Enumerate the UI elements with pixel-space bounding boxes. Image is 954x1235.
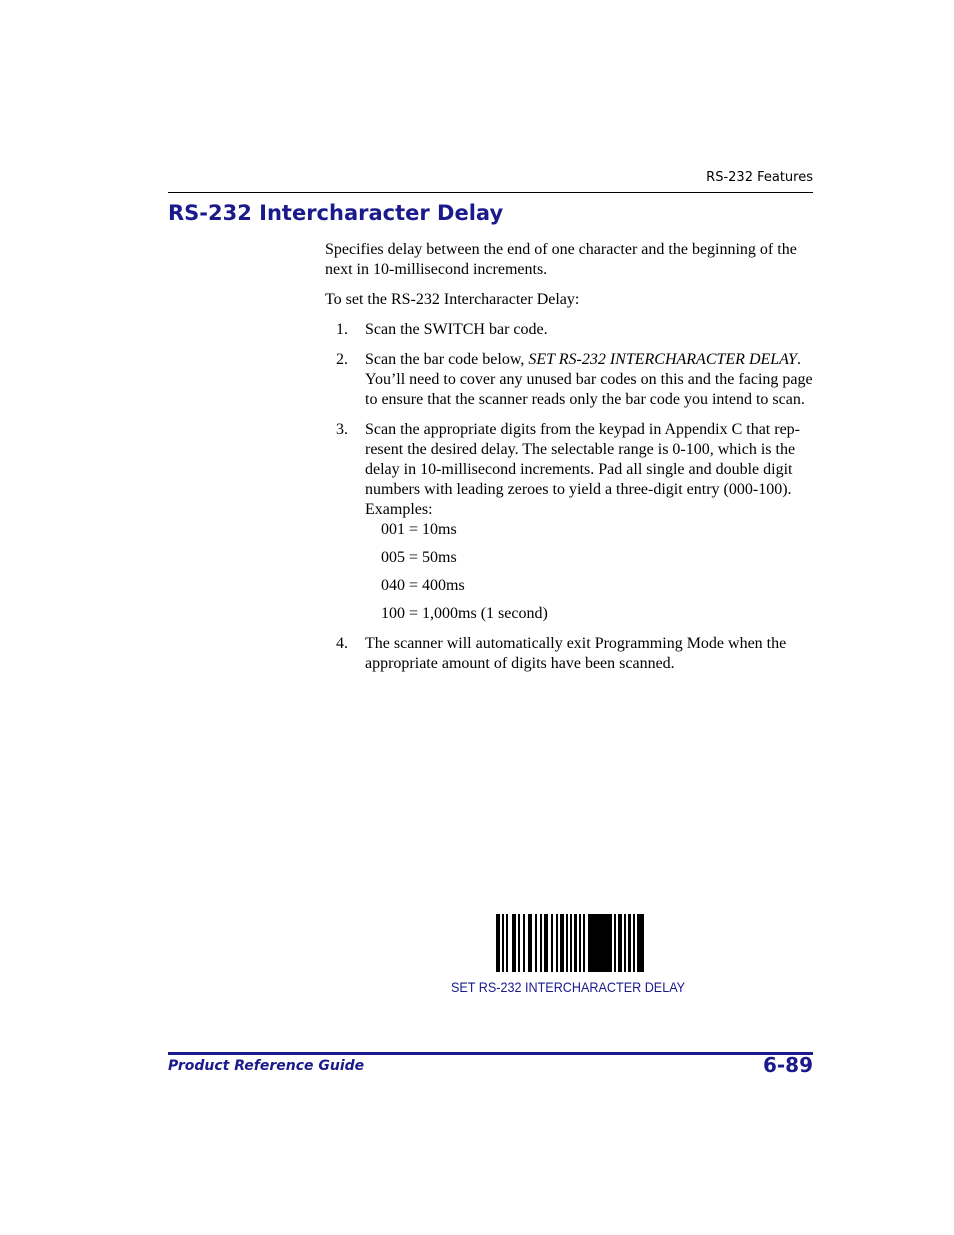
- barcode-bar: [588, 914, 612, 972]
- step-number: 3.: [336, 421, 348, 438]
- barcode-bar: [618, 914, 622, 972]
- barcode-bar: [560, 914, 564, 972]
- barcode-bar: [637, 914, 644, 972]
- section-title: RS-232 Intercharacter Delay: [168, 201, 504, 225]
- barcode-bar: [633, 914, 635, 972]
- intro-paragraph: Specifies delay between the end of one character and the beginning of the next in 10-millisecond increments.: [325, 241, 797, 278]
- header-rule: [168, 192, 813, 193]
- list-item: [325, 634, 815, 674]
- barcode-bar: [535, 914, 537, 972]
- step-text: Scan the appropriate digits from the keypad in Appendix C that rep-resent the desired delay. The selectable range is 0-100, which is the delay in 10-millisecond increments. Pad all single and double digit numbers with leading zeroes to yield a three-digit entry (000-100). Examples:: [365, 421, 800, 518]
- example-item: 100 = 1,000ms (1 second): [381, 605, 548, 622]
- barcode-bar: [512, 914, 516, 972]
- barcode-bar: [506, 914, 508, 972]
- barcode-bar: [540, 914, 542, 972]
- barcode-bar: [528, 914, 532, 972]
- barcode-bar: [544, 914, 548, 972]
- step-text: Scan the SWITCH bar code.: [365, 321, 548, 338]
- barcode-bar: [556, 914, 558, 972]
- barcode-label: SET RS-232 INTERCHARACTER DELAY: [451, 979, 686, 995]
- step-text-before: Scan the bar code below,: [365, 351, 529, 368]
- page-number: 6-89: [762, 1053, 813, 1077]
- steps-list: [325, 320, 815, 674]
- barcode-bar: [518, 914, 520, 972]
- list-item: [325, 420, 815, 624]
- barcode-bar: [583, 914, 585, 972]
- barcode-bar: [496, 914, 500, 972]
- barcode-bar: [579, 914, 581, 972]
- barcode-image: [496, 914, 644, 972]
- barcode-bar: [628, 914, 631, 972]
- step-text-italic: SET RS-232 INTERCHARACTER DELAY: [528, 351, 797, 368]
- examples-list: [365, 520, 815, 624]
- list-item: [325, 350, 815, 410]
- example-item: 005 = 50ms: [381, 549, 457, 566]
- lead-paragraph: To set the RS-232 Intercharacter Delay:: [325, 291, 580, 308]
- barcode-bar: [570, 914, 572, 972]
- step-number: 2.: [336, 351, 348, 368]
- footer-title: Product Reference Guide: [168, 1058, 365, 1074]
- barcode-bar: [551, 914, 553, 972]
- barcode-bar: [502, 914, 504, 972]
- barcode-bar: [523, 914, 525, 972]
- example-item: 001 = 10ms: [381, 521, 457, 538]
- step-number: 4.: [336, 635, 348, 652]
- barcode-bar: [614, 914, 616, 972]
- list-item: [325, 320, 815, 340]
- barcode-bar: [574, 914, 577, 972]
- step-text-after: . You’ll need to cover any unused bar codes on this and the facing page to ensure that the scanner reads only the bar code you intend to scan.: [365, 351, 813, 408]
- step-text: The scanner will automatically exit Programming Mode when the appropriate amount of digits have been scanned.: [365, 635, 787, 672]
- body-text: [325, 240, 815, 684]
- running-head: RS-232 Features: [706, 170, 813, 185]
- step-number: 1.: [336, 321, 348, 338]
- barcode-bar: [624, 914, 626, 972]
- example-item: 040 = 400ms: [381, 577, 465, 594]
- barcode-bar: [566, 914, 568, 972]
